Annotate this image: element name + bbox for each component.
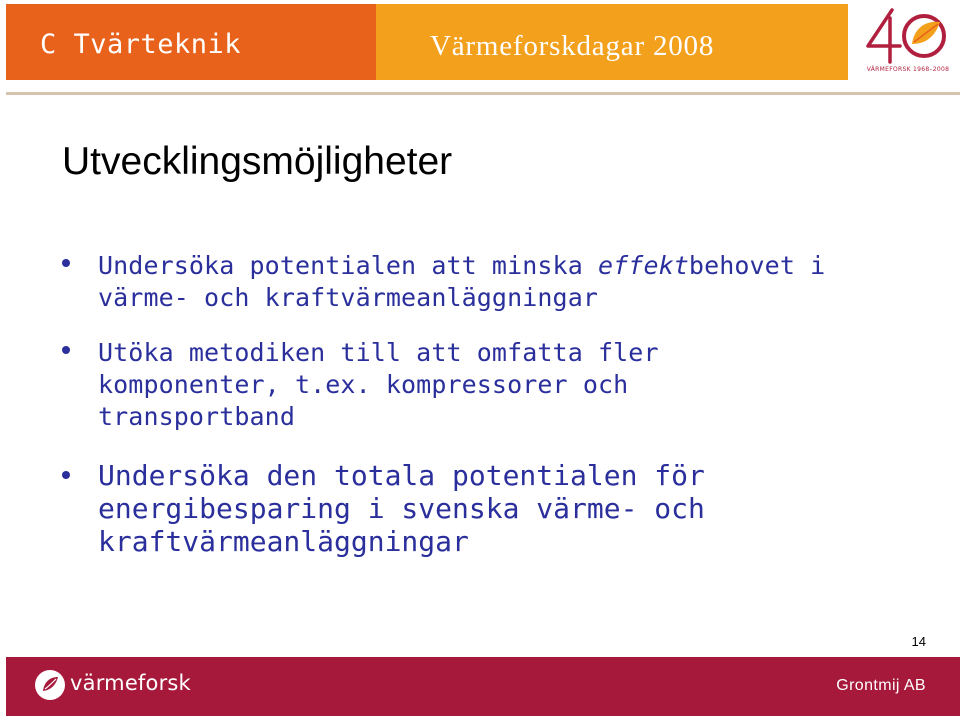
bullet-item: [62, 250, 922, 314]
header-left-title: C Tvärteknik: [40, 29, 242, 60]
bullet-text: behovet i: [688, 251, 826, 280]
header-divider: [6, 92, 960, 95]
bullet-dot-icon: [62, 259, 70, 267]
bullet-line: kraftvärmeanläggningar: [98, 525, 469, 558]
bullet-dot-icon: [62, 346, 70, 354]
bullet-line: komponenter, t.ex. kompressorer och: [98, 370, 629, 399]
bullet-line: Utöka metodiken till att omfatta fler: [98, 338, 659, 367]
bullet-item: [62, 459, 922, 558]
bullet-item: [62, 337, 922, 433]
logo-caption: VÄRMEFORSK 1968–2008: [866, 66, 950, 73]
bullet-line: [98, 250, 922, 282]
bullet-line: Undersöka den totala potentialen för: [98, 459, 705, 492]
bullet-list: [62, 250, 922, 558]
bullet-line: transportband: [98, 402, 295, 431]
bullet-emphasis: effekt: [598, 251, 689, 280]
slide-title: Utvecklingsmöjligheter: [62, 140, 453, 183]
varmeforsk-logo: [34, 669, 210, 701]
bullet-text: Undersöka potentialen att minska: [98, 251, 598, 280]
footer-logo-text: värmeforsk: [70, 671, 191, 695]
bullet-line: energibesparing i svenska värme- och: [98, 492, 705, 525]
anniversary-40-icon: [852, 4, 960, 68]
slide-footer: [6, 657, 960, 716]
anniversary-logo: [852, 4, 960, 80]
bullet-line: värme- och kraftvärmeanläggningar: [98, 283, 598, 312]
header-right-title: Värmeforskdagar 2008: [430, 30, 715, 62]
bullet-dot-icon: [62, 471, 70, 479]
slide-header: [0, 0, 960, 80]
page-number: 14: [911, 634, 926, 649]
footer-company: Grontmij AB: [836, 677, 926, 694]
varmeforsk-emblem-icon: [34, 669, 66, 701]
